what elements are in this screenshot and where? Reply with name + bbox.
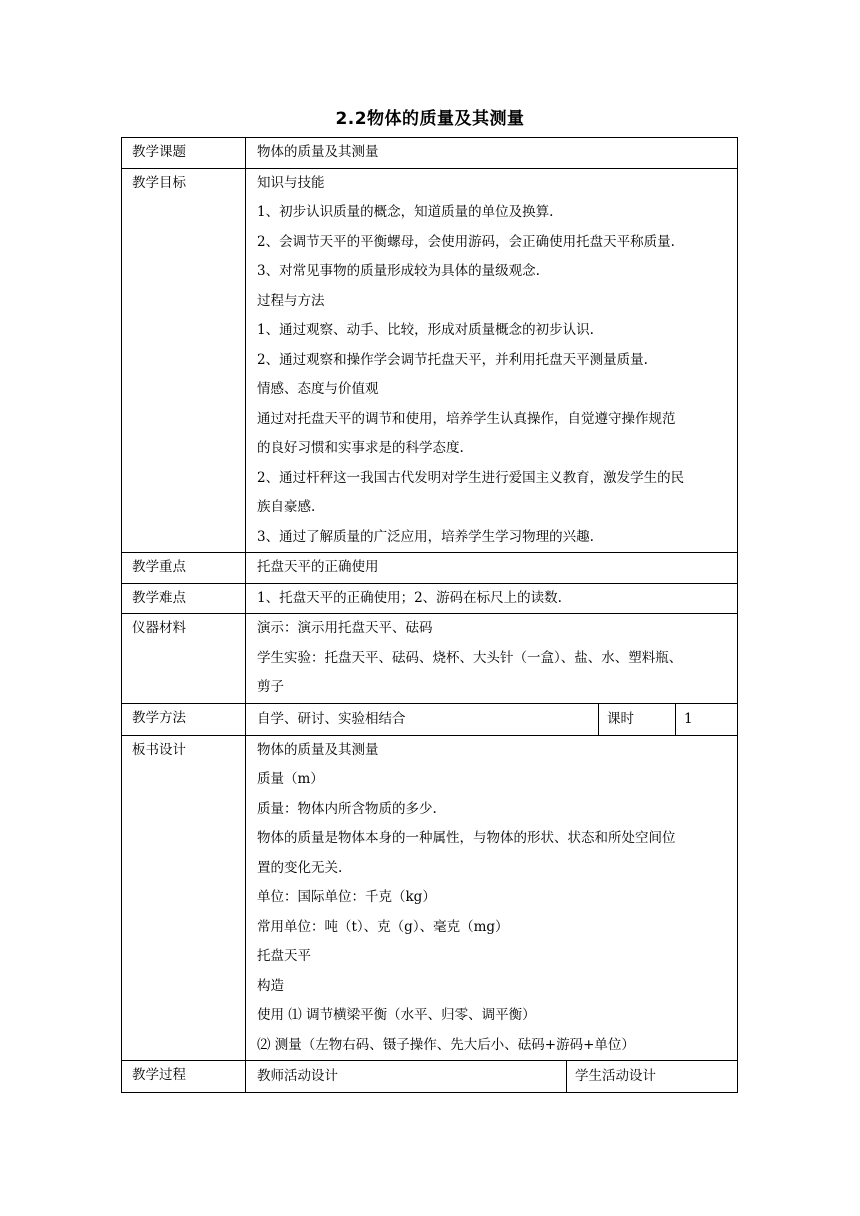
content-line: 族自豪感.	[257, 499, 316, 515]
content-line: 质量：物体内所含物质的多少.	[257, 800, 437, 817]
row-label: 教学重点	[122, 553, 246, 583]
content-line: 托盘天平的正确使用	[257, 559, 379, 575]
content-line: 托盘天平	[257, 948, 311, 964]
row-content	[247, 169, 737, 553]
lesson-plan-table	[121, 137, 738, 1093]
row-content	[247, 614, 737, 703]
document-title: 2.2物体的质量及其测量	[335, 109, 525, 129]
content-line: 2、会调节天平的平衡螺母，会使用游码，会正确使用托盘天平称质量.	[257, 233, 675, 250]
row-label: 板书设计	[122, 736, 246, 1061]
row-content	[247, 553, 737, 583]
content-line: 常用单位：吨（t）、克（g）、毫克（mg）	[257, 918, 509, 935]
content-line: 物体的质量是物体本身的一种属性，与物体的形状、状态和所处空间位	[257, 830, 676, 846]
content-line: 2、通过杆秤这一我国古代发明对学生进行爱国主义教育，激发学生的民	[257, 469, 685, 486]
content-line: 物体的质量及其测量	[257, 741, 379, 758]
content-line: 使用 ⑴ 调节横梁平衡（水平、归零、调平衡）	[257, 1007, 536, 1023]
row-goals	[121, 169, 738, 554]
content-line: 质量（m）	[257, 771, 324, 787]
student-activity-header: 学生活动设计	[575, 1068, 656, 1084]
row-content	[247, 736, 737, 1061]
content-line: 物体的质量及其测量	[257, 144, 379, 160]
content-line: 3、对常见事物的质量形成较为具体的量级观念.	[257, 263, 540, 279]
content-line: 剪子	[257, 679, 284, 695]
content-line: 1、托盘天平的正确使用；2、游码在标尺上的读数.	[257, 589, 562, 606]
content-line: 3、通过了解质量的广泛应用，培养学生学习物理的兴趣.	[257, 528, 594, 545]
content-line: 构造	[257, 977, 284, 994]
content-line: 演示：演示用托盘天平、砝码	[257, 620, 433, 636]
process-cells	[247, 1061, 737, 1092]
teacher-activity-header: 教师活动设计	[247, 1061, 567, 1092]
content-line: 置的变化无关.	[257, 859, 343, 876]
content-line: 2、通过观察和操作学会调节托盘天平，并利用托盘天平测量质量.	[257, 351, 648, 368]
row-label: 教学过程	[122, 1061, 246, 1092]
row-label: 教学方法	[122, 704, 246, 735]
content-line: 情感、态度与价值观	[257, 381, 379, 397]
method-cells	[247, 704, 737, 735]
row-board-design	[121, 736, 738, 1062]
content-line: 1、通过观察、动手、比较，形成对质量概念的初步认识.	[257, 322, 594, 338]
row-content	[247, 584, 737, 614]
content-line: 的良好习惯和实事求是的科学态度.	[257, 440, 464, 456]
row-label: 教学难点	[122, 584, 246, 614]
row-topic	[121, 137, 738, 169]
row-difficulties	[121, 584, 738, 615]
content-line: 知识与技能	[257, 174, 325, 191]
content-line: 1、初步认识质量的概念，知道质量的单位及换算.	[257, 204, 554, 220]
row-label: 仪器材料	[122, 614, 246, 703]
row-key-points	[121, 553, 738, 584]
row-label: 教学目标	[122, 169, 246, 553]
row-materials	[121, 614, 738, 704]
hours-value: 1	[684, 710, 693, 727]
row-label: 教学课题	[122, 138, 246, 168]
content-line: 单位：国际单位：千克（kg）	[257, 889, 436, 905]
row-method	[121, 704, 738, 736]
content-line: 过程与方法	[257, 292, 325, 309]
hours-label: 课时	[599, 704, 676, 735]
content-line: ⑵ 测量（左物右码、镊子操作、先大后小、砝码+游码+单位）	[257, 1036, 635, 1053]
content-line: 学生实验：托盘天平、砝码、烧杯、大头针（一盒）、盐、水、塑料瓶、	[257, 649, 683, 666]
method-value: 自学、研讨、实验相结合	[247, 704, 599, 735]
content-line: 通过对托盘天平的调节和使用，培养学生认真操作，自觉遵守操作规范	[257, 410, 676, 427]
row-content	[247, 138, 737, 168]
row-process	[121, 1061, 738, 1093]
